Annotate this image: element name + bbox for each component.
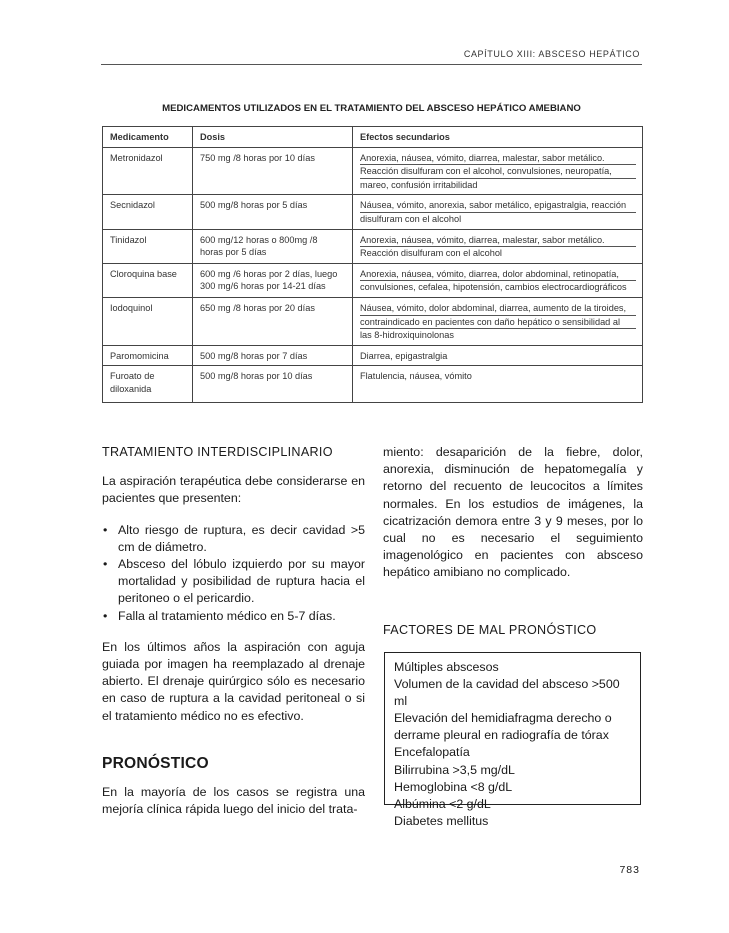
drug-cell [103, 195, 193, 229]
drug-name-line: Tinidazol [110, 234, 147, 245]
factor-item: Múltiples abscesos [394, 660, 499, 674]
dose-line: 600 mg/12 horas o 800mg /8 [200, 234, 318, 245]
effects-line: Anorexia, náusea, vómito, diarrea, malestar, sabor metálico. [360, 234, 636, 248]
drug-cell [103, 229, 193, 263]
right-column [383, 444, 643, 582]
drug-name-line: Furoato de [110, 371, 155, 382]
effects-line: Anorexia, náusea, vómito, diarrea, dolor abdominal, retinopatía, [360, 268, 636, 282]
page-number: 783 [619, 864, 640, 876]
table-row [103, 297, 643, 345]
dose-cell [193, 195, 353, 229]
effects-cell [353, 263, 643, 297]
drug-name-line: Cloroquina base [110, 268, 177, 279]
table-body [103, 147, 643, 402]
dose-line: 600 mg /6 horas por 2 días, luego [200, 268, 338, 279]
table-row [103, 345, 643, 366]
effects-line: Náusea, vómito, anorexia, sabor metálico, epigastralgia, reacción [360, 199, 636, 213]
factor-item: Bilirrubina >3,5 mg/dL [394, 762, 515, 777]
effects-cell [353, 366, 643, 402]
drug-cell [103, 366, 193, 402]
prognosis-heading: PRONÓSTICO [102, 754, 209, 772]
effects-cell [353, 345, 643, 366]
dose-cell [193, 366, 353, 402]
factor-item: Diabetes mellitus [394, 813, 489, 828]
drug-cell [103, 345, 193, 366]
table-title: MEDICAMENTOS UTILIZADOS EN EL TRATAMIENTO DEL ABSCESO HEPÁTICO AMEBIANO [162, 103, 581, 114]
medications-table [102, 126, 643, 403]
drug-name-line: Metronidazol [110, 152, 163, 163]
dose-line: 500 mg/8 horas por 10 días [200, 371, 313, 382]
header-dosis: Dosis [193, 127, 353, 148]
table-row [103, 229, 643, 263]
dose-line: 650 mg /8 horas por 20 días [200, 302, 315, 313]
dose-line: 750 mg /8 horas por 10 días [200, 152, 315, 163]
drug-cell [103, 147, 193, 195]
table-row [103, 263, 643, 297]
drug-cell [103, 297, 193, 345]
header-rule [101, 64, 642, 65]
drug-name-line: diloxanida [110, 383, 152, 394]
drug-name-line: Secnidazol [110, 200, 155, 211]
left-column [102, 444, 365, 818]
effects-cell [353, 195, 643, 229]
interdisciplinary-heading: TRATAMIENTO INTERDISCIPLINARIO [102, 445, 333, 459]
intro-paragraph: La aspiración terapéutica debe considerarse en pacientes que presenten: [102, 474, 365, 506]
effects-line: Flatulencia, náusea, vómito [360, 371, 472, 382]
table-row [103, 147, 643, 195]
factor-item: Volumen de la cavidad del absceso >500 ml [394, 677, 620, 709]
dose-cell [193, 263, 353, 297]
dose-line: 300 mg/6 horas por 14-21 días [200, 281, 326, 292]
effects-line: Náusea, vómito, dolor abdominal, diarrea, aumento de la tiroides, [360, 302, 636, 316]
dose-line: 500 mg/8 horas por 7 días [200, 350, 308, 361]
aspiration-paragraph: En los últimos años la aspiración con aguja guiada por imagen ha reemplazado al drenaje abierto. El drenaje quirúrgico sólo es necesario en caso de ruptura a la cavidad peritoneal o si el tratamiento médico no es efectivo. [102, 639, 365, 723]
effects-cell [353, 147, 643, 195]
drug-cell [103, 263, 193, 297]
dose-cell [193, 229, 353, 263]
dose-line: horas por 5 días [200, 247, 267, 258]
running-header: CAPÍTULO XIII: ABSCESO HEPÁTICO [463, 49, 640, 59]
dose-cell [193, 297, 353, 345]
factors-box [384, 652, 641, 828]
effects-line: Diarrea, epigastralgia [360, 350, 448, 361]
effects-line: las 8-hidroxiquinolonas [360, 330, 454, 341]
effects-line: mareo, confusión irritabilidad [360, 179, 478, 190]
factor-item: Albúmina <2 g/dL [394, 796, 491, 811]
effects-cell [353, 297, 643, 345]
factor-item: Elevación del hemidiafragma derecho o derrame pleural en radiografía de tórax [394, 711, 612, 743]
dose-cell [193, 147, 353, 195]
header-medicamento: Medicamento [103, 127, 193, 148]
table-row [103, 366, 643, 402]
table-row [103, 195, 643, 229]
list-item: • Absceso del lóbulo izquierdo por su mayor mortalidad y posibilidad de ruptura hacia el peritoneo o el pericardio. [102, 556, 365, 608]
effects-line: disulfuram con el alcohol [360, 213, 462, 224]
effects-line: contraindicado en pacientes con daño hepático o sensibilidad al [360, 316, 636, 330]
effects-cell [353, 229, 643, 263]
drug-name-line: Paromomicina [110, 350, 169, 361]
effects-line: convulsiones, cefalea, hipotensión, cambios electrocardiográficos [360, 282, 627, 293]
factor-item: Hemoglobina <8 g/dL [394, 779, 513, 794]
continuation-paragraph: miento: desaparición de la fiebre, dolor, anorexia, disminución de hepatomegalía y retorno del recuento de leucocitos a límites normales. En los estudios de imágenes, la cicatrización demora entre 3 y 9 meses, por lo cual no es necesario el seguimiento imagenológico en pacientes con absceso hepático amibiano no complicado. [383, 445, 643, 580]
list-item: • Alto riesgo de ruptura, es decir cavidad >5 cm de diámetro. [102, 522, 365, 556]
effects-line: Reacción disulfuram con el alcohol [360, 248, 502, 259]
dose-line: 500 mg/8 horas por 5 días [200, 200, 308, 211]
criteria-list [102, 522, 365, 625]
drug-name-line: Iodoquinol [110, 302, 153, 313]
factors-heading: FACTORES DE MAL PRONÓSTICO [383, 623, 597, 637]
table-header-row [103, 127, 643, 148]
list-item: • Falla al tratamiento médico en 5-7 días. [102, 608, 365, 625]
header-efectos: Efectos secundarios [353, 127, 643, 148]
prognosis-paragraph: En la mayoría de los casos se registra una mejoría clínica rápida luego del inicio del trata- [102, 785, 365, 817]
effects-line: Reacción disulfuram con el alcohol, convulsiones, neuropatía, [360, 165, 636, 179]
dose-cell [193, 345, 353, 366]
effects-line: Anorexia, náusea, vómito, diarrea, malestar, sabor metálico. [360, 152, 636, 166]
factor-item: Encefalopatía [394, 745, 470, 760]
